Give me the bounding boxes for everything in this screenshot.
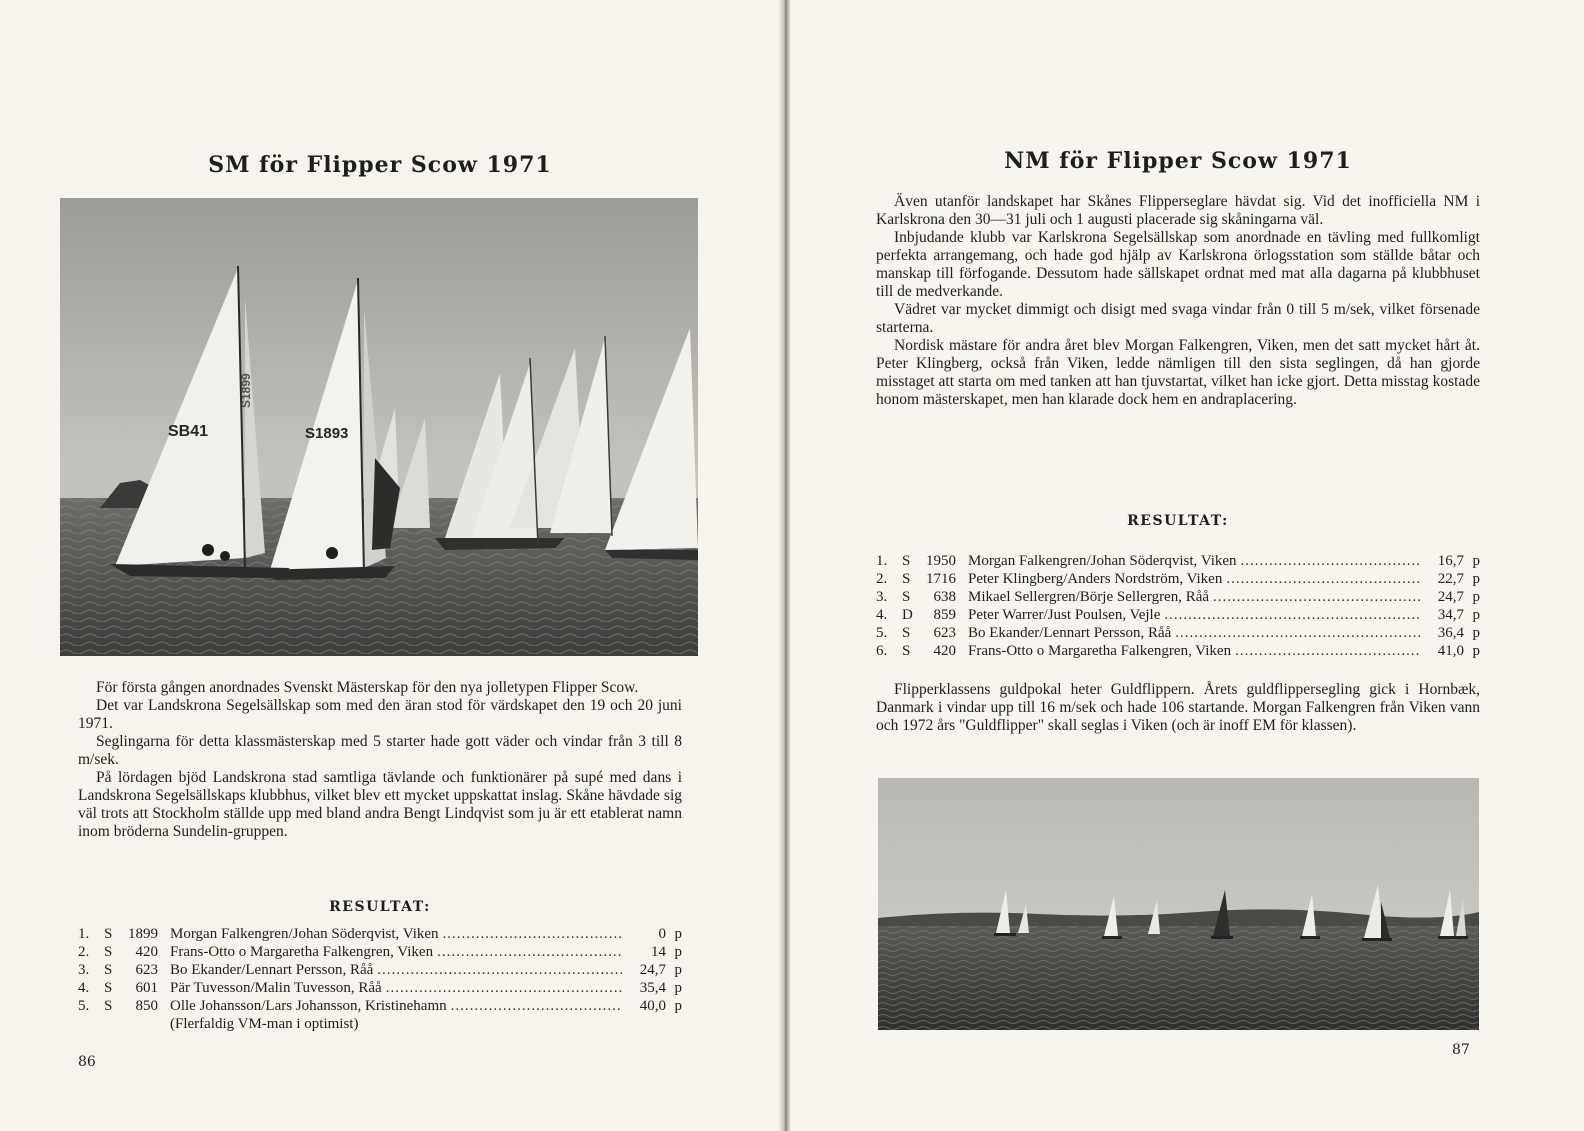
right-page-title: NM för Flipper Scow 1971: [1004, 148, 1352, 174]
result-row: [876, 570, 1480, 588]
result-nation: S: [902, 553, 911, 569]
dot-leader: [1213, 588, 1420, 606]
paragraph: Vädret var mycket dimmigt och disigt med svaga vindar från 0 till 5 m/sek, vilket försenade starterna.: [876, 301, 1480, 336]
right-results-list: [876, 552, 1480, 660]
result-crew: Olle Johansson/Lars Johansson, Kristinehamn: [170, 998, 447, 1014]
paragraph: För första gången anordnades Svenskt Mästerskap för den nya jolletypen Flipper Scow.: [96, 679, 639, 696]
dot-leader: [386, 979, 622, 997]
result-score: 0: [658, 926, 666, 942]
paragraph: Flipperklassens guldpokal heter Guldflippern. Årets guldflippersegling gick i Hornbæk, Danmark i vindar upp till 16 m/sek och hade 106 startande. Morgan Falkengren från Viken vann och 1972 års "Guldflipper" skall seglas i Viken (och är inoff EM för klassen).: [876, 681, 1480, 734]
result-row: [876, 642, 1480, 660]
result-nation: S: [902, 589, 911, 605]
result-score: 40,0: [639, 998, 666, 1014]
result-crew: Mikael Sellergren/Börje Sellergren, Råå: [968, 589, 1210, 605]
dot-leader: [451, 997, 622, 1015]
result-position: 1.: [78, 926, 90, 942]
result-score: 34,7: [1437, 607, 1464, 623]
result-crew: Frans-Otto o Margaretha Falkengren, Viken: [170, 944, 434, 960]
paragraph: Nordisk mästare för andra året blev Morgan Falkengren, Viken, men det satt mycket hårt åt. Peter Klingberg, också från Viken, ledde nämligen till den sista seglingen, då han gjorde misstaget att starta om med tanken att han tjuvstartat, vilket han icke gjort. Detta misstag kostade honom mästerskapet, men han klarade dock hem en andraplacering.: [876, 337, 1480, 408]
right-article-text: [876, 193, 1480, 409]
result-score: 35,4: [639, 980, 666, 996]
result-unit: p: [674, 962, 682, 978]
result-nation: S: [104, 980, 113, 996]
result-unit: p: [674, 998, 682, 1014]
result-position: 4.: [876, 607, 888, 623]
result-nation: S: [902, 643, 911, 659]
result-row: [876, 588, 1480, 606]
result-position: 3.: [78, 962, 90, 978]
left-results-heading: RESULTAT:: [329, 899, 431, 915]
result-sail-number: 1899: [128, 926, 158, 942]
result-sail-number: 859: [933, 607, 956, 623]
left-page-title: SM för Flipper Scow 1971: [208, 152, 552, 178]
result-position: 5.: [78, 998, 90, 1014]
result-row: [78, 961, 682, 979]
result-sail-number: 1950: [926, 553, 956, 569]
paragraph: Även utanför landskapet har Skånes Flipperseglare hävdat sig. Vid det inofficiella NM i Karlskrona den 30—31 juli och 1 augusti placerade sig skåningarna väl.: [876, 193, 1480, 228]
result-position: 2.: [876, 571, 888, 587]
dot-leader: [443, 925, 622, 943]
result-sail-number: 1716: [926, 571, 956, 587]
result-nation: S: [902, 571, 911, 587]
result-unit: p: [1472, 625, 1480, 641]
result-score: 41,0: [1437, 643, 1464, 659]
result-nation: S: [104, 998, 113, 1014]
dot-leader: [1226, 570, 1420, 588]
right-closing-text: [876, 681, 1480, 735]
dot-leader: [1164, 606, 1420, 624]
regatta-photo: [878, 778, 1479, 1030]
result-score: 24,7: [1437, 589, 1464, 605]
result-row: [78, 997, 682, 1015]
result-unit: p: [674, 926, 682, 942]
result-unit: p: [674, 944, 682, 960]
result-row: [876, 624, 1480, 642]
result-nation: S: [902, 625, 911, 641]
result-sail-number: 638: [933, 589, 956, 605]
result-crew: Bo Ekander/Lennart Persson, Råå: [968, 625, 1172, 641]
result-note: (Flerfaldig VM-man i optimist): [170, 1016, 359, 1032]
dot-leader: [1175, 624, 1420, 642]
result-unit: p: [1472, 589, 1480, 605]
result-crew: Morgan Falkengren/Johan Söderqvist, Viken: [968, 553, 1237, 569]
right-results-heading: RESULTAT:: [1127, 513, 1229, 529]
paragraph: På lördagen bjöd Landskrona stad samtliga tävlande och funktionärer på supé med dans i Landskrona Segelsällskaps klubbhus, vilket blev ett mycket uppskattat inslag. Skåne hävdade sig väl trots att Stockholm ställde upp med bland andra Bengt Lindqvist som ju är ett etablerat namn inom bröderna Sundelin-gruppen.: [78, 769, 682, 840]
dot-leader: [437, 943, 622, 961]
dot-leader: [377, 961, 622, 979]
result-sail-number: 420: [933, 643, 956, 659]
result-score: 14: [651, 944, 666, 960]
sailboats-close-up-image: [60, 198, 698, 656]
result-position: 3.: [876, 589, 888, 605]
left-article-text: [78, 679, 682, 841]
left-results-list: [78, 925, 682, 1033]
result-nation: S: [104, 944, 113, 960]
result-nation: S: [104, 926, 113, 942]
sail-number-label: SB41: [168, 423, 209, 440]
sailing-race-photo: [60, 198, 698, 656]
result-position: 4.: [78, 980, 90, 996]
result-sail-number: 623: [135, 962, 158, 978]
dot-leader: [1235, 642, 1420, 660]
result-crew: Peter Warrer/Just Poulsen, Vejle: [968, 607, 1161, 623]
result-unit: p: [1472, 607, 1480, 623]
result-row: [876, 606, 1480, 624]
result-sail-number: 601: [135, 980, 158, 996]
paragraph: Det var Landskrona Segelsällskap som med den äran stod för värdskapet den 19 och 20 juni 1971.: [78, 697, 682, 732]
result-unit: p: [1472, 553, 1480, 569]
result-sail-number: 420: [135, 944, 158, 960]
result-score: 36,4: [1437, 625, 1464, 641]
result-position: 6.: [876, 643, 888, 659]
result-unit: p: [1472, 643, 1480, 659]
paragraph: Seglingarna för detta klassmästerskap med 5 starter hade gott väder och vindar från 3 till 8 m/sek.: [78, 733, 682, 768]
result-row: [78, 925, 682, 943]
result-row: [876, 552, 1480, 570]
result-nation: D: [902, 607, 913, 623]
result-position: 1.: [876, 553, 888, 569]
result-row: [78, 979, 682, 997]
regatta-distant-image: [878, 778, 1479, 1030]
page-number-left: 86: [78, 1054, 96, 1070]
result-score: 24,7: [639, 962, 666, 978]
page-number-right: 87: [1452, 1042, 1470, 1058]
sail-number-label: S1899: [239, 373, 253, 408]
result-unit: p: [674, 980, 682, 996]
result-position: 5.: [876, 625, 888, 641]
result-crew: Morgan Falkengren/Johan Söderqvist, Viken: [170, 926, 439, 942]
result-crew: Bo Ekander/Lennart Persson, Råå: [170, 962, 374, 978]
dot-leader: [1241, 552, 1420, 570]
result-crew: Pär Tuvesson/Malin Tuvesson, Råå: [170, 980, 382, 996]
right-page: [790, 0, 1584, 1131]
result-nation: S: [104, 962, 113, 978]
paragraph: Inbjudande klubb var Karlskrona Segelsällskap som anordnade en tävling med fullkomligt perfekta arrangemang, och hade god hjälp av Karlskrona örlogsstation som ställde båtar och manskap till förfogande. Dessutom hade sällskapet ordnat med mat alla dagarna på klubbhuset till de medverkande.: [876, 229, 1480, 300]
left-page: [0, 0, 786, 1131]
sail-number-label: S1893: [305, 425, 349, 442]
result-score: 22,7: [1437, 571, 1464, 587]
result-position: 2.: [78, 944, 90, 960]
result-unit: p: [1472, 571, 1480, 587]
result-crew: Frans-Otto o Margaretha Falkengren, Viken: [968, 643, 1232, 659]
result-row: [78, 943, 682, 961]
result-crew: Peter Klingberg/Anders Nordström, Viken: [968, 571, 1223, 587]
result-sail-number: 623: [933, 625, 956, 641]
result-sail-number: 850: [135, 998, 158, 1014]
result-score: 16,7: [1437, 553, 1464, 569]
